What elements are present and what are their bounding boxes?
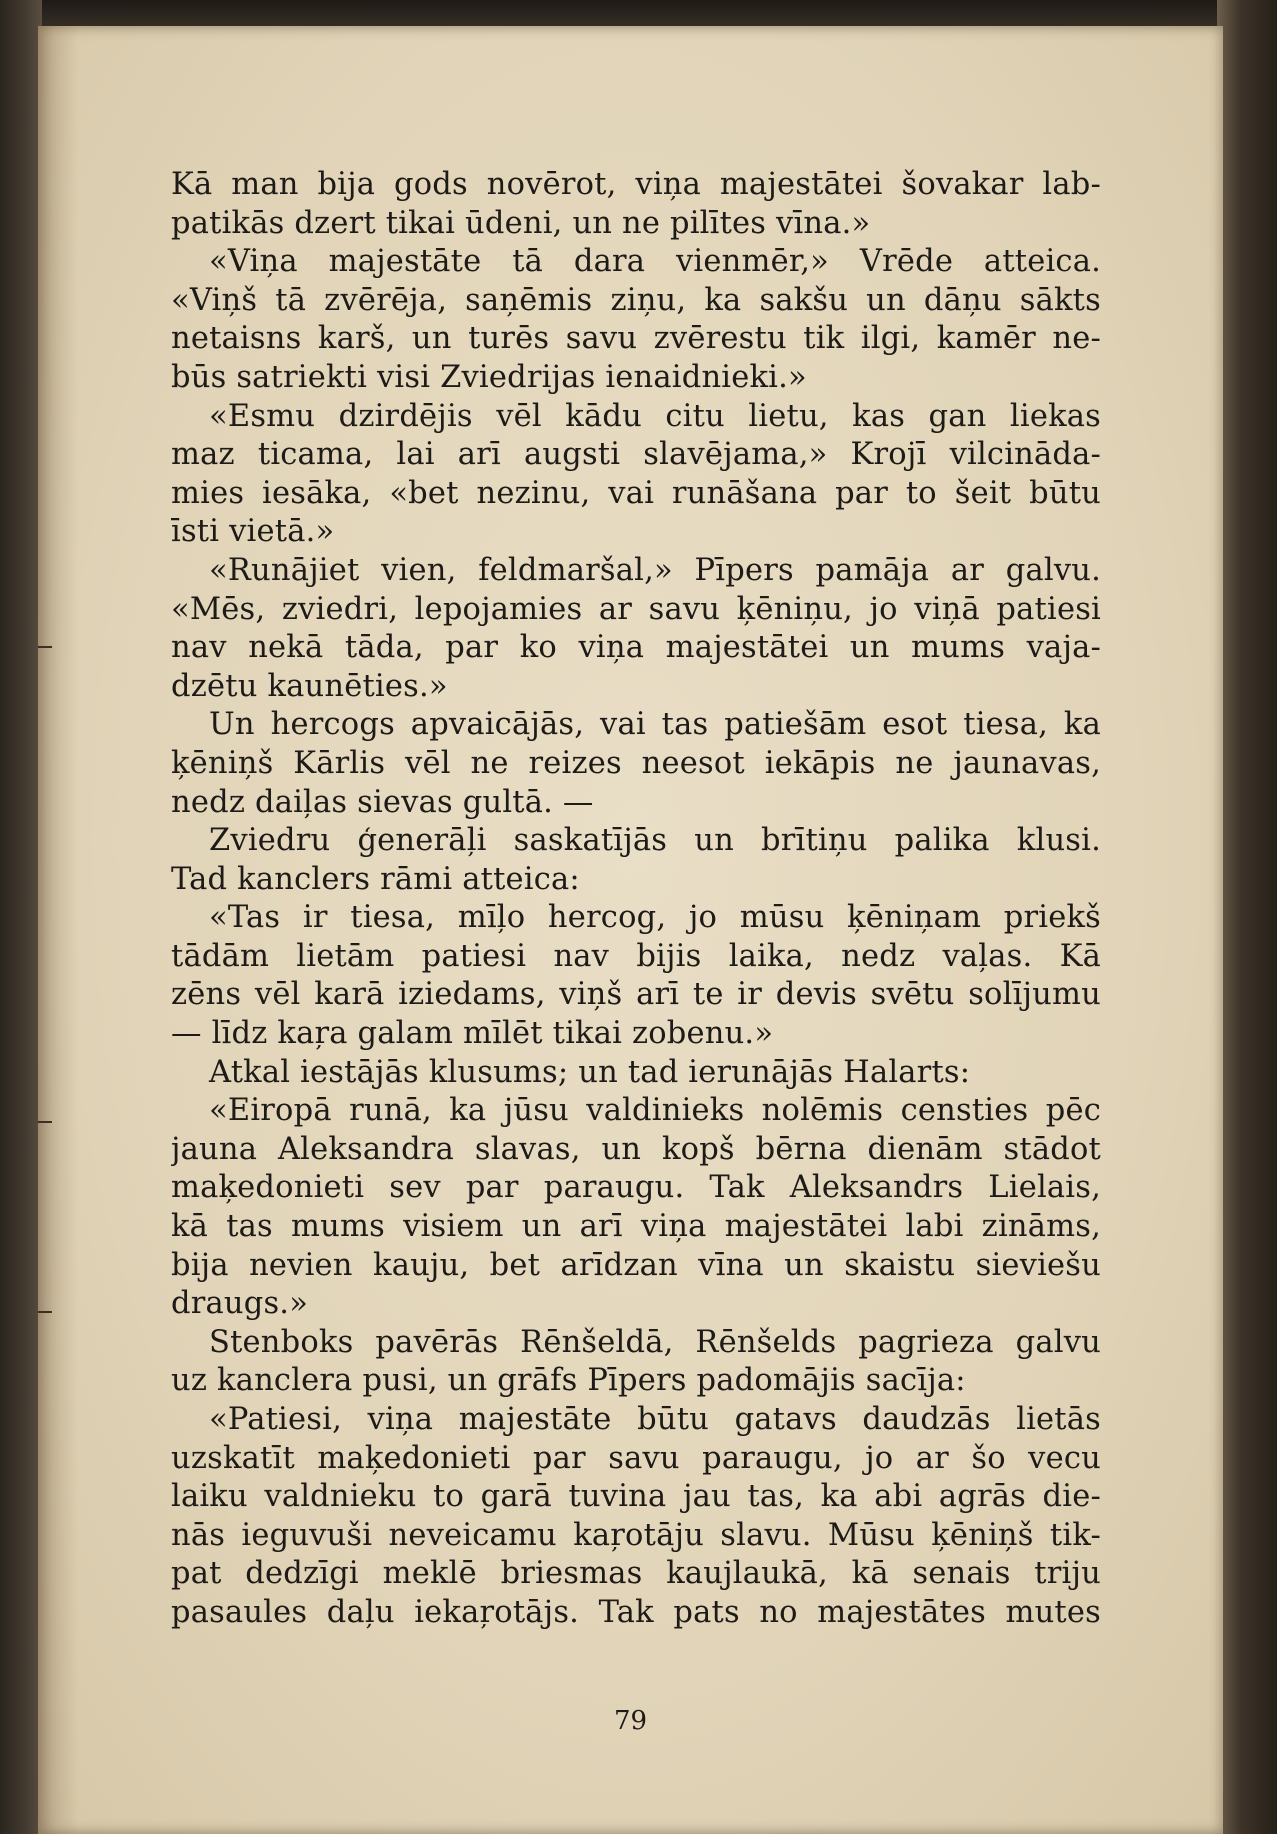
text-line: jauna Aleksandra slavas, un kopš bērna dienām stādot	[171, 1131, 1101, 1167]
text-line: Un hercogs apvaicājās, vai tas patiešām esot tiesa, ka	[209, 707, 1101, 743]
text-line: Zviedru ģenerāļi saskatījās un brītiņu palika klusi.	[209, 823, 1101, 859]
text-line: nav nekā tāda, par ko viņa majestātei un mums vaja-	[171, 630, 1101, 666]
text-line: «Mēs, zviedri, lepojamies ar savu ķēniņu, jo viņā patiesi	[171, 591, 1101, 627]
text-line: kā tas mums visiem un arī viņa majestātei labi zināms,	[171, 1209, 1101, 1245]
text-line: pasaules daļu iekaŗotājs. Tak pats no majestātes mutes	[171, 1594, 1101, 1630]
text-line: Kā man bija gods novērot, viņa majestātei šovakar lab-	[171, 167, 1101, 202]
text-line: nedz daiļas sievas gultā. —	[171, 784, 594, 820]
text-line: «Eiropā runā, ka jūsu valdinieks nolēmis censties pēc	[209, 1093, 1101, 1129]
text-line: dzētu kaunēties.»	[171, 668, 448, 704]
text-line: Stenboks pavērās Rēnšeldā, Rēnšelds pagrieza galvu	[209, 1324, 1101, 1360]
text-line: Atkal iestājās klusums; un tad ierunājās Halarts:	[209, 1054, 971, 1090]
text-line: maķedonieti sev par paraugu. Tak Aleksandrs Lielais,	[171, 1170, 1101, 1206]
text-line: «Runājiet vien, feldmaršal,» Pīpers pamāja ar galvu.	[209, 552, 1101, 588]
book-spine-edge	[0, 0, 42, 1834]
text-line: «Tas ir tiesa, mīļo hercog, jo mūsu ķēniņam priekš	[209, 900, 1101, 936]
body-text	[171, 166, 1101, 1633]
text-line: būs satriekti visi Zviedrijas ienaidnieki.»	[171, 359, 807, 395]
text-line: draugs.»	[171, 1286, 309, 1322]
text-line: uzskatīt maķedonieti par savu paraugu, jo ar šo vecu	[171, 1440, 1101, 1476]
book-cover-edge	[1217, 0, 1277, 1834]
margin-mark	[38, 646, 52, 648]
margin-mark	[38, 1121, 52, 1123]
text-line: mies iesāka, «bet nezinu, vai runāšana par to šeit būtu	[171, 475, 1101, 511]
text-line: «Viņš tā zvērēja, saņēmis ziņu, ka sakšu un dāņu sākts	[171, 282, 1101, 318]
text-line: patikās dzert tikai ūdeni, un ne pilītes vīna.»	[171, 205, 871, 241]
text-line: ķēniņš Kārlis vēl ne reizes neesot iekāpis ne jaunavas,	[171, 745, 1101, 781]
text-line: netaisns karš, un turēs savu zvērestu tik ilgi, kamēr ne-	[171, 321, 1101, 357]
page-number: 79	[613, 1706, 648, 1736]
text-line: uz kanclera pusi, un grāfs Pīpers padomājis sacīja:	[171, 1363, 966, 1399]
text-line: — līdz kaŗa galam mīlēt tikai zobenu.»	[171, 1016, 774, 1052]
text-line: tādām lietām patiesi nav bijis laika, nedz vaļas. Kā	[171, 938, 1101, 974]
text-line: «Patiesi, viņa majestāte būtu gatavs daudzās lietās	[209, 1402, 1101, 1437]
text-line: īsti vietā.»	[171, 514, 335, 550]
text-line: Tad kanclers rāmi atteica:	[171, 861, 580, 897]
text-line: maz ticama, lai arī augsti slavējama,» Krojī vilcināda-	[171, 437, 1101, 473]
text-line: zēns vēl karā iziedams, viņš arī te ir devis svētu solījumu	[171, 977, 1101, 1013]
gutter-shadow	[38, 26, 78, 1834]
text-line: nās ieguvuši neveicamu kaŗotāju slavu. Mūsu ķēniņš tik-	[171, 1517, 1101, 1553]
text-line: laiku valdnieku to garā tuvina jau tas, ka abi agrās die-	[171, 1479, 1101, 1515]
text-line: pat dedzīgi meklē briesmas kaujlaukā, kā senais triju	[171, 1556, 1101, 1592]
text-line: «Viņa majestāte tā dara vienmēr,» Vrēde atteica.	[209, 244, 1101, 280]
book-page	[38, 26, 1223, 1834]
text-line: bija nevien kauju, bet arīdzan vīna un skaistu sieviešu	[171, 1247, 1101, 1283]
margin-mark	[38, 1311, 52, 1313]
text-line: «Esmu dzirdējis vēl kādu citu lietu, kas gan liekas	[209, 398, 1101, 434]
